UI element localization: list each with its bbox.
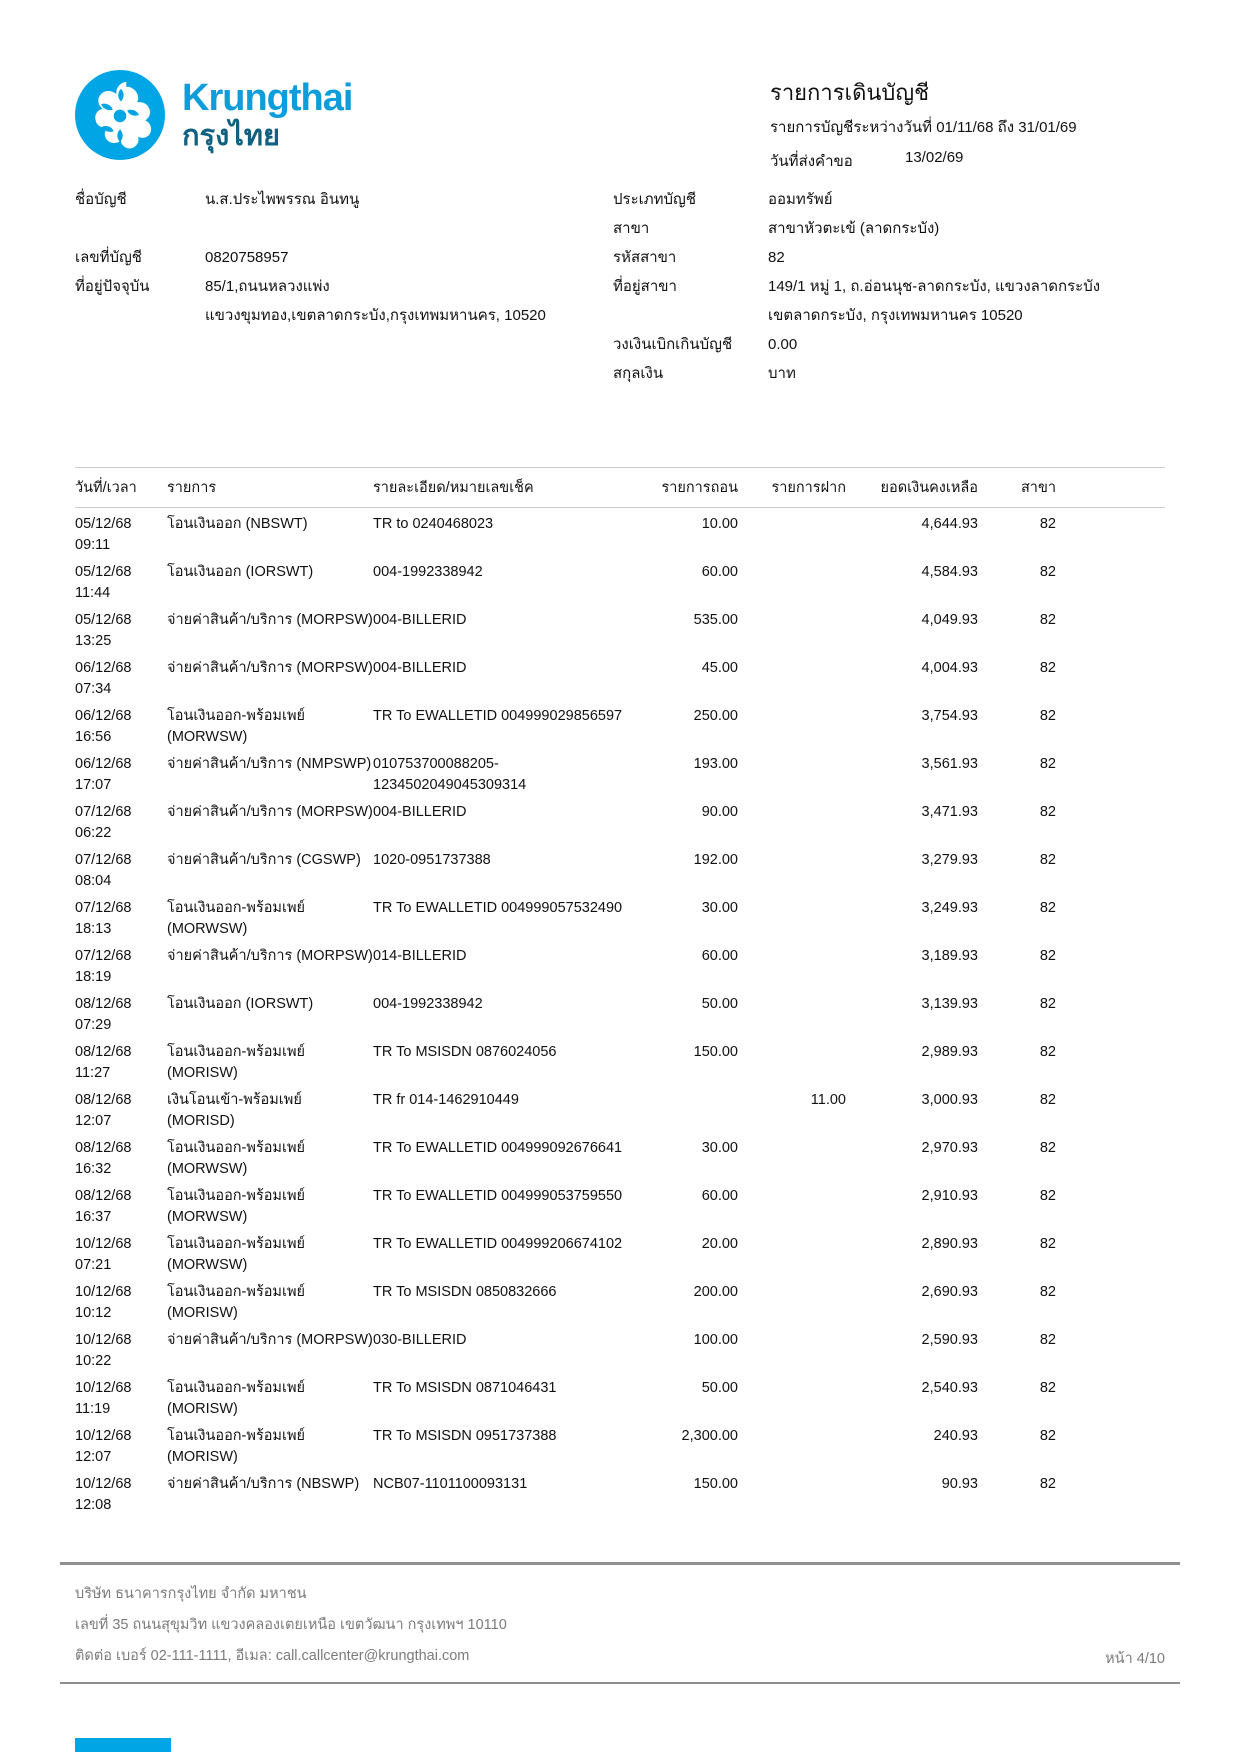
tx-date: 07/12/68 [75, 804, 132, 820]
col-header-balance: ยอดเงินคงเหลือ [846, 468, 978, 508]
tx-time: 16:37 [75, 1209, 112, 1225]
tx-description: เงินโอนเข้า-พร้อมเพย์ (MORISD) [167, 1092, 302, 1129]
tx-time: 11:27 [75, 1065, 111, 1081]
tx-balance: 3,754.93 [921, 708, 978, 724]
tx-withdrawal: 100.00 [693, 1332, 738, 1348]
tx-description: จ่ายค่าสินค้า/บริการ (NMPSWP) [167, 756, 372, 772]
transaction-row [75, 1228, 1165, 1276]
transactions-section [75, 467, 1165, 1516]
transaction-row [75, 1084, 1165, 1132]
transactions-table [75, 467, 1165, 1516]
account-info-left [75, 190, 595, 335]
tx-balance: 2,690.93 [921, 1284, 978, 1300]
tx-date: 10/12/68 [75, 1380, 132, 1396]
tx-withdrawal: 50.00 [701, 1380, 738, 1396]
tx-deposit [738, 1276, 846, 1324]
transaction-row [75, 508, 1165, 557]
tx-withdrawal: 45.00 [701, 660, 738, 676]
tx-detail: TR To EWALLETID 004999206674102 [373, 1236, 623, 1252]
branch-address-label: ที่อยู่สาขา [613, 278, 677, 295]
tx-branch: 82 [1039, 1428, 1056, 1444]
transaction-row [75, 1036, 1165, 1084]
tx-date: 05/12/68 [75, 564, 132, 580]
tx-description: จ่ายค่าสินค้า/บริการ (MORPSW) [167, 612, 373, 628]
tx-date: 08/12/68 [75, 1140, 132, 1156]
tx-detail: TR fr 014-1462910449 [373, 1092, 519, 1108]
tx-branch: 82 [1039, 1188, 1056, 1204]
tx-date: 10/12/68 [75, 1476, 132, 1492]
tx-balance: 2,989.93 [921, 1044, 978, 1060]
tx-balance: 3,189.93 [921, 948, 978, 964]
tx-branch: 82 [1039, 1236, 1056, 1252]
tx-detail: 004-BILLERID [373, 660, 467, 676]
transaction-row [75, 1468, 1165, 1516]
col-header-withdrawal: รายการถอน [643, 468, 738, 508]
tx-branch: 82 [1039, 1380, 1056, 1396]
account-number-row [75, 248, 595, 277]
tx-time: 10:12 [75, 1305, 112, 1321]
col-header-deposit: รายการฝาก [738, 468, 846, 508]
tx-withdrawal: 90.00 [701, 804, 738, 820]
tx-deposit [738, 1180, 846, 1228]
tx-deposit [738, 988, 846, 1036]
tx-detail: 030-BILLERID [373, 1332, 467, 1348]
tx-description: โอนเงินออก-พร้อมเพย์ (MORISW) [167, 1380, 306, 1417]
tx-description: โอนเงินออก-พร้อมเพย์ (MORWSW) [167, 708, 306, 745]
tx-detail: 1020-0951737388 [373, 852, 491, 868]
tx-description: จ่ายค่าสินค้า/บริการ (MORPSW) [167, 660, 373, 676]
tx-detail: TR To EWALLETID 004999057532490 [373, 900, 623, 916]
tx-time: 16:56 [75, 729, 112, 745]
logo-wordmark [182, 77, 352, 153]
tx-balance: 3,249.93 [921, 900, 978, 916]
col-header-date: วันที่/เวลา [75, 468, 167, 508]
tx-time: 11:44 [75, 585, 111, 601]
request-date-row [770, 149, 1170, 173]
tx-balance: 4,049.93 [921, 612, 978, 628]
tx-date: 08/12/68 [75, 1188, 132, 1204]
transaction-row [75, 700, 1165, 748]
currency-row [613, 364, 1165, 393]
tx-date: 10/12/68 [75, 1332, 132, 1348]
tx-detail: TR To MSISDN 0871046431 [373, 1380, 557, 1396]
tx-branch: 82 [1039, 900, 1056, 916]
tx-balance: 4,004.93 [921, 660, 978, 676]
tx-time: 07:34 [75, 681, 112, 697]
tx-time: 12:08 [75, 1497, 112, 1513]
tx-withdrawal: 535.00 [693, 612, 738, 628]
account-name-value: น.ส.ประไพพรรณ อินทนู [205, 191, 360, 208]
tx-deposit: 11.00 [810, 1092, 846, 1108]
transaction-row [75, 1324, 1165, 1372]
tx-date: 07/12/68 [75, 900, 132, 916]
account-type-label: ประเภทบัญชี [613, 191, 697, 208]
tx-deposit [738, 1228, 846, 1276]
tx-branch: 82 [1039, 1476, 1056, 1492]
tx-withdrawal: 60.00 [701, 1188, 738, 1204]
tx-deposit [738, 1468, 846, 1516]
tx-time: 08:04 [75, 873, 112, 889]
tx-description: โอนเงินออก-พร้อมเพย์ (MORISW) [167, 1044, 306, 1081]
tx-branch: 82 [1039, 1044, 1056, 1060]
tx-description: จ่ายค่าสินค้า/บริการ (CGSWP) [167, 852, 361, 868]
tx-time: 18:13 [75, 921, 112, 937]
tx-time: 16:32 [75, 1161, 112, 1177]
tx-deposit [738, 1036, 846, 1084]
krungthai-bird-icon [75, 70, 165, 160]
tx-description: จ่ายค่าสินค้า/บริการ (MORPSW) [167, 804, 373, 820]
currency-label: สกุลเงิน [613, 365, 664, 382]
tx-deposit [738, 700, 846, 748]
tx-date: 07/12/68 [75, 852, 132, 868]
tx-withdrawal: 20.00 [701, 1236, 738, 1252]
tx-description: โอนเงินออก (IORSWT) [167, 996, 314, 1012]
tx-detail: 004-1992338942 [373, 564, 483, 580]
currency-value: บาท [768, 365, 796, 382]
transaction-row [75, 1372, 1165, 1420]
tx-branch: 82 [1039, 804, 1056, 820]
tx-balance: 2,970.93 [921, 1140, 978, 1156]
tx-balance: 2,540.93 [921, 1380, 978, 1396]
tx-balance: 90.93 [941, 1476, 978, 1492]
statement-header [770, 78, 1170, 173]
krungthai-logo [75, 70, 352, 160]
col-header-detail: รายละเอียด/หมายเลขเช็ค [373, 468, 643, 508]
tx-withdrawal: 150.00 [693, 1044, 738, 1060]
current-address-line1: 85/1,ถนนหลวงแพ่ง [205, 278, 330, 295]
tx-date: 05/12/68 [75, 516, 132, 532]
transaction-row [75, 748, 1165, 796]
tx-time: 17:07 [75, 777, 112, 793]
tx-balance: 3,471.93 [921, 804, 978, 820]
tx-branch: 82 [1039, 1140, 1056, 1156]
tx-time: 07:29 [75, 1017, 112, 1033]
tx-balance: 3,139.93 [921, 996, 978, 1012]
tx-date: 07/12/68 [75, 948, 132, 964]
statement-footer [60, 1562, 1180, 1684]
transaction-row [75, 844, 1165, 892]
tx-balance: 2,910.93 [921, 1188, 978, 1204]
tx-detail: 010753700088205-1234502049045309314 [373, 756, 527, 793]
account-info-right [613, 190, 1165, 393]
current-address-row [75, 277, 595, 306]
account-number-value: 0820758957 [205, 249, 289, 266]
tx-date: 06/12/68 [75, 708, 132, 724]
transaction-row [75, 1132, 1165, 1180]
transaction-row [75, 652, 1165, 700]
tx-detail: NCB07-1101100093131 [373, 1476, 528, 1492]
branch-address-line2: เขตลาดกระบัง, กรุงเทพมหานคร 10520 [768, 307, 1023, 324]
tx-balance: 3,000.93 [921, 1092, 978, 1108]
tx-detail: 004-BILLERID [373, 612, 467, 628]
tx-deposit [738, 1324, 846, 1372]
tx-date: 06/12/68 [75, 660, 132, 676]
tx-time: 11:19 [75, 1401, 111, 1417]
tx-branch: 82 [1039, 708, 1056, 724]
tx-withdrawal: 150.00 [693, 1476, 738, 1492]
transaction-row [75, 1180, 1165, 1228]
tx-balance: 2,590.93 [921, 1332, 978, 1348]
branch-row [613, 219, 1165, 248]
branch-address-line1: 149/1 หมู่ 1, ถ.อ่อนนุช-ลาดกระบัง, แขวงลาดกระบัง [768, 278, 1101, 295]
tx-branch: 82 [1039, 612, 1056, 628]
branch-code-value: 82 [768, 249, 785, 266]
tx-description: โอนเงินออก-พร้อมเพย์ (MORWSW) [167, 1188, 306, 1225]
tx-deposit [738, 844, 846, 892]
tx-detail: TR To EWALLETID 004999092676641 [373, 1140, 623, 1156]
tx-withdrawal: 10.00 [701, 516, 738, 532]
statement-period: รายการบัญชีระหว่างวันที่ 01/11/68 ถึง 31/01/69 [770, 119, 1077, 136]
branch-label: สาขา [613, 220, 650, 237]
tx-time: 18:19 [75, 969, 112, 985]
branch-address-row [613, 277, 1165, 306]
account-name-row [75, 190, 595, 219]
footer-company: บริษัท ธนาคารกรุงไทย จำกัด มหาชน [75, 1586, 307, 1602]
tx-date: 10/12/68 [75, 1236, 132, 1252]
tx-deposit [738, 508, 846, 557]
tx-description: จ่ายค่าสินค้า/บริการ (MORPSW) [167, 1332, 373, 1348]
tx-deposit [738, 1420, 846, 1468]
col-header-branch: สาขา [978, 468, 1056, 508]
tx-branch: 82 [1039, 852, 1056, 868]
tx-branch: 82 [1039, 948, 1056, 964]
tx-branch: 82 [1039, 660, 1056, 676]
overdraft-row [613, 335, 1165, 364]
branch-address-row2 [613, 306, 1165, 335]
tx-detail: TR To EWALLETID 004999029856597 [373, 708, 623, 724]
page-number: หน้า 4/10 [1105, 1651, 1165, 1667]
tx-detail: 004-BILLERID [373, 804, 467, 820]
brand-bottom-bar [75, 1738, 171, 1752]
tx-withdrawal: 60.00 [701, 564, 738, 580]
transaction-row [75, 604, 1165, 652]
tx-balance: 240.93 [933, 1428, 978, 1444]
branch-code-label: รหัสสาขา [613, 249, 677, 266]
tx-detail: TR to 0240468023 [373, 516, 494, 532]
tx-balance: 4,584.93 [921, 564, 978, 580]
tx-description: จ่ายค่าสินค้า/บริการ (NBSWP) [167, 1476, 360, 1492]
tx-detail: TR To MSISDN 0951737388 [373, 1428, 557, 1444]
transaction-row [75, 988, 1165, 1036]
tx-withdrawal: 30.00 [701, 900, 738, 916]
tx-balance: 2,890.93 [921, 1236, 978, 1252]
tx-detail: TR To MSISDN 0876024056 [373, 1044, 557, 1060]
account-number-label: เลขที่บัญชี [75, 249, 142, 266]
tx-balance: 3,279.93 [921, 852, 978, 868]
tx-deposit [738, 796, 846, 844]
tx-branch: 82 [1039, 1332, 1056, 1348]
overdraft-label: วงเงินเบิกเกินบัญชี [613, 336, 733, 353]
tx-branch: 82 [1039, 996, 1056, 1012]
account-type-value: ออมทรัพย์ [768, 191, 833, 208]
overdraft-value: 0.00 [768, 336, 798, 353]
tx-branch: 82 [1039, 1284, 1056, 1300]
branch-value: สาขาหัวตะเข้ (ลาดกระบัง) [768, 220, 940, 237]
tx-date: 08/12/68 [75, 1092, 132, 1108]
tx-description: โอนเงินออก-พร้อมเพย์ (MORWSW) [167, 900, 306, 937]
tx-detail: TR To EWALLETID 004999053759550 [373, 1188, 623, 1204]
tx-deposit [738, 604, 846, 652]
tx-withdrawal: 193.00 [693, 756, 738, 772]
tx-branch: 82 [1039, 564, 1056, 580]
tx-detail: TR To MSISDN 0850832666 [373, 1284, 557, 1300]
tx-deposit [738, 748, 846, 796]
tx-description: โอนเงินออก (NBSWT) [167, 516, 308, 532]
tx-description: โอนเงินออก-พร้อมเพย์ (MORWSW) [167, 1140, 306, 1177]
tx-deposit [738, 556, 846, 604]
tx-detail: 014-BILLERID [373, 948, 467, 964]
tx-withdrawal: 30.00 [701, 1140, 738, 1156]
current-address-line2: แขวงขุมทอง,เขตลาดกระบัง,กรุงเทพมหานคร, 10520 [205, 307, 546, 324]
tx-branch: 82 [1039, 1092, 1056, 1108]
tx-withdrawal: 192.00 [693, 852, 738, 868]
tx-time: 12:07 [75, 1449, 112, 1465]
tx-description: โอนเงินออก-พร้อมเพย์ (MORISW) [167, 1284, 306, 1321]
transaction-row [75, 1420, 1165, 1468]
statement-title: รายการเดินบัญชี [770, 80, 930, 105]
request-date-value: 13/02/69 [905, 149, 964, 166]
tx-date: 10/12/68 [75, 1284, 132, 1300]
request-date-label: วันที่ส่งคำขอ [770, 153, 853, 170]
tx-time: 07:21 [75, 1257, 112, 1273]
transaction-row [75, 892, 1165, 940]
tx-date: 05/12/68 [75, 612, 132, 628]
tx-withdrawal: 200.00 [693, 1284, 738, 1300]
tx-date: 08/12/68 [75, 996, 132, 1012]
tx-date: 08/12/68 [75, 1044, 132, 1060]
tx-time: 10:22 [75, 1353, 112, 1369]
tx-withdrawal: 250.00 [693, 708, 738, 724]
tx-date: 10/12/68 [75, 1428, 132, 1444]
tx-date: 06/12/68 [75, 756, 132, 772]
tx-description: โอนเงินออก (IORSWT) [167, 564, 314, 580]
tx-withdrawal: 60.00 [701, 948, 738, 964]
tx-withdrawal: 2,300.00 [681, 1428, 738, 1444]
spacer-row [75, 219, 595, 248]
transaction-row [75, 940, 1165, 988]
tx-description: จ่ายค่าสินค้า/บริการ (MORPSW) [167, 948, 373, 964]
account-name-label: ชื่อบัญชี [75, 191, 127, 208]
tx-withdrawal: 50.00 [701, 996, 738, 1012]
col-header-description: รายการ [167, 468, 373, 508]
tx-branch: 82 [1039, 516, 1056, 532]
tx-time: 12:07 [75, 1113, 112, 1129]
tx-deposit [738, 940, 846, 988]
tx-deposit [738, 1132, 846, 1180]
tx-time: 09:11 [75, 537, 111, 553]
tx-balance: 3,561.93 [921, 756, 978, 772]
transaction-row [75, 1276, 1165, 1324]
tx-description: โอนเงินออก-พร้อมเพย์ (MORWSW) [167, 1236, 306, 1273]
branch-code-row [613, 248, 1165, 277]
table-header-row [75, 468, 1165, 508]
transaction-row [75, 556, 1165, 604]
current-address-label: ที่อยู่ปัจจุบัน [75, 278, 150, 295]
transaction-row [75, 796, 1165, 844]
tx-branch: 82 [1039, 756, 1056, 772]
current-address-row2 [75, 306, 595, 335]
tx-withdrawal [643, 1084, 738, 1132]
tx-deposit [738, 1372, 846, 1420]
logo-text-th: กรุงไทย [182, 120, 280, 152]
logo-text-en: Krungthai [182, 77, 353, 119]
tx-deposit [738, 892, 846, 940]
footer-address: เลขที่ 35 ถนนสุขุมวิท แขวงคลองเตยเหนือ เขตวัฒนา กรุงเทพฯ 10110 [75, 1617, 507, 1633]
tx-time: 13:25 [75, 633, 112, 649]
tx-deposit [738, 652, 846, 700]
footer-contact: ติดต่อ เบอร์ 02-111-1111, อีเมล: call.callcenter@krungthai.com [75, 1648, 470, 1664]
tx-balance: 4,644.93 [921, 516, 978, 532]
tx-description: โอนเงินออก-พร้อมเพย์ (MORISW) [167, 1428, 306, 1465]
account-type-row [613, 190, 1165, 219]
tx-time: 06:22 [75, 825, 112, 841]
tx-detail: 004-1992338942 [373, 996, 483, 1012]
